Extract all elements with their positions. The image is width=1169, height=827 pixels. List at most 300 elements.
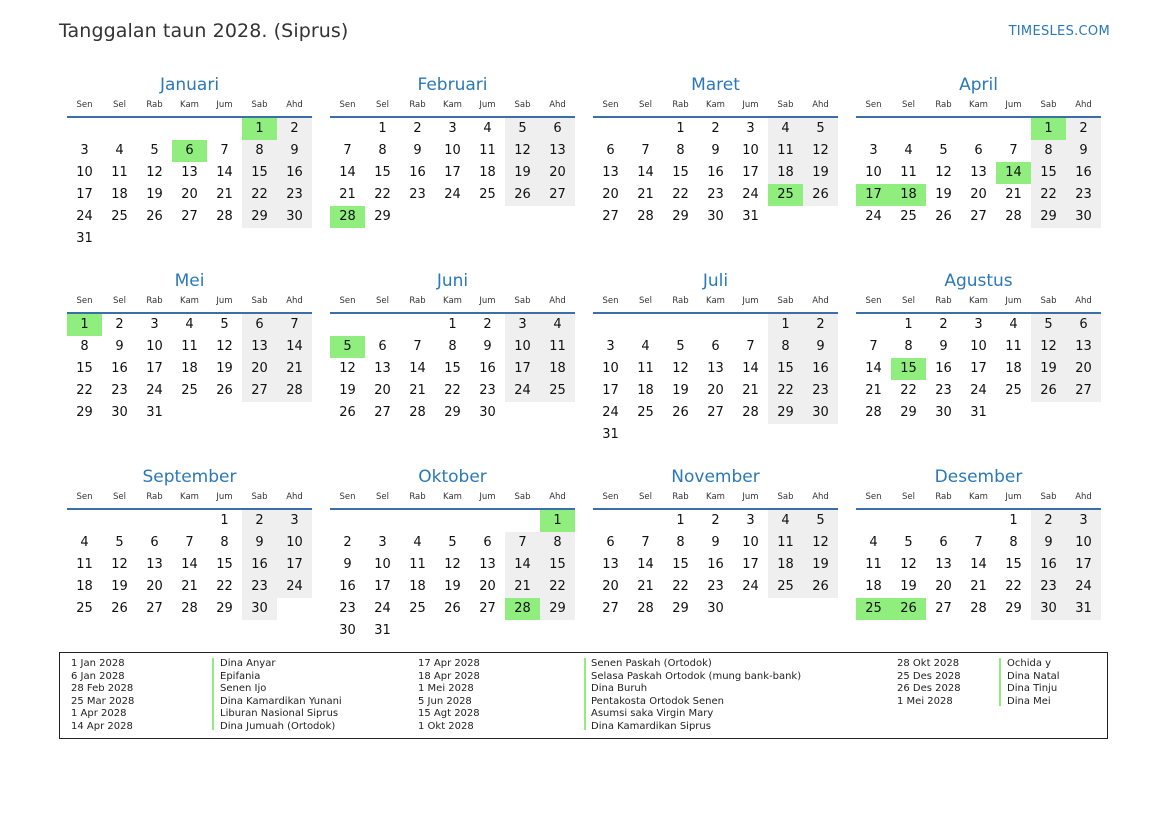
- weekday-label: Jum: [742, 100, 759, 110]
- month-juni: [330, 270, 575, 466]
- holiday-day-cell: 5: [330, 336, 365, 358]
- day-cell: 18: [1005, 361, 1022, 376]
- weekday-label: Sab: [777, 296, 794, 306]
- day-cell: 6: [711, 339, 720, 354]
- day-cell: 4: [768, 510, 803, 532]
- weekday-label: Rab: [935, 296, 952, 306]
- day-cell: 24: [277, 576, 312, 598]
- day-cell: 23: [277, 184, 312, 206]
- days-grid: [67, 314, 312, 424]
- holiday-names-col-1: [220, 658, 342, 734]
- day-cell: 18: [865, 579, 882, 594]
- day-cell: 11: [479, 143, 496, 158]
- day-cell: 24: [505, 380, 540, 402]
- holiday-date: 15 Agt 2028: [418, 708, 480, 720]
- weekday-label: Ahd: [812, 492, 829, 502]
- holiday-day-cell: 1: [540, 510, 575, 532]
- weekday-label: Rab: [672, 296, 689, 306]
- day-cell: 12: [803, 532, 838, 554]
- day-cell: 30: [707, 601, 724, 616]
- holiday-marker-bar-3: [999, 658, 1001, 706]
- weekday-label: Sen: [339, 296, 356, 306]
- weekday-header: [67, 490, 312, 504]
- day-cell: 9: [803, 336, 838, 358]
- holiday-day-cell: 28: [505, 598, 540, 620]
- empty-cell: [733, 314, 768, 336]
- day-cell: 18: [540, 358, 575, 380]
- empty-cell: [330, 510, 365, 532]
- holiday-date: 1 Mei 2028: [418, 683, 474, 695]
- holiday-name: Dina Kamardikan Yunani: [220, 695, 342, 707]
- day-cell: 25: [637, 405, 654, 420]
- day-cell: 24: [146, 383, 163, 398]
- day-cell: 30: [707, 209, 724, 224]
- weekday-label: Kam: [969, 100, 988, 110]
- weekday-header: [67, 294, 312, 308]
- day-cell: 14: [970, 557, 987, 572]
- day-cell: 28: [637, 209, 654, 224]
- weekday-label: Jum: [479, 492, 496, 502]
- holiday-date: 28 Feb 2028: [71, 683, 134, 695]
- weekday-label: Jum: [216, 296, 233, 306]
- days-grid: [593, 118, 838, 228]
- day-cell: 17: [146, 361, 163, 376]
- day-cell: 11: [900, 165, 917, 180]
- day-cell: 16: [242, 554, 277, 576]
- day-cell: 10: [865, 165, 882, 180]
- empty-cell: [856, 314, 891, 336]
- day-cell: 3: [974, 317, 983, 332]
- days-grid: [67, 510, 312, 620]
- day-cell: 12: [1031, 336, 1066, 358]
- weekday-label: Sen: [865, 492, 882, 502]
- day-cell: 22: [216, 579, 233, 594]
- day-cell: 28: [637, 601, 654, 616]
- month-name: Januari: [159, 75, 220, 95]
- day-cell: 3: [606, 339, 615, 354]
- empty-cell: [856, 118, 891, 140]
- day-cell: 13: [970, 165, 987, 180]
- day-cell: 18: [111, 187, 128, 202]
- day-cell: 10: [602, 361, 619, 376]
- day-cell: 25: [1005, 383, 1022, 398]
- day-cell: 20: [146, 579, 163, 594]
- holiday-name: Selasa Paskah Ortodok (mung bank-bank): [591, 670, 802, 682]
- day-cell: 15: [374, 165, 391, 180]
- day-cell: 10: [374, 557, 391, 572]
- weekday-label: Rab: [146, 100, 163, 110]
- day-cell: 8: [1009, 535, 1018, 550]
- day-cell: 8: [220, 535, 229, 550]
- holiday-date: 28 Okt 2028: [897, 658, 960, 669]
- weekday-header: [856, 490, 1101, 504]
- empty-cell: [891, 510, 926, 532]
- day-cell: 18: [181, 361, 198, 376]
- weekday-label: Rab: [409, 296, 426, 306]
- day-cell: 13: [602, 557, 619, 572]
- weekday-label: Jum: [479, 296, 496, 306]
- day-cell: 17: [742, 165, 759, 180]
- day-cell: 17: [970, 361, 987, 376]
- day-cell: 9: [711, 535, 720, 550]
- holiday-name: Dina Jumuah (Ortodok): [220, 720, 336, 732]
- month-september: [67, 466, 312, 662]
- weekday-label: Ahd: [812, 296, 829, 306]
- day-cell: 12: [111, 557, 128, 572]
- day-cell: 9: [1031, 532, 1066, 554]
- day-cell: 23: [707, 187, 724, 202]
- day-cell: 6: [378, 339, 387, 354]
- day-cell: 30: [111, 405, 128, 420]
- day-cell: 26: [111, 601, 128, 616]
- weekday-label: Sab: [1040, 296, 1057, 306]
- day-cell: 1: [676, 513, 685, 528]
- month-juli: [593, 270, 838, 466]
- day-cell: 24: [76, 209, 93, 224]
- day-cell: 2: [277, 118, 312, 140]
- day-cell: 1: [378, 121, 387, 136]
- weekday-label: Jum: [479, 100, 496, 110]
- day-cell: 21: [277, 358, 312, 380]
- day-cell: 17: [1066, 554, 1101, 576]
- day-cell: 24: [1066, 576, 1101, 598]
- day-cell: 27: [1066, 380, 1101, 402]
- day-cell: 9: [242, 532, 277, 554]
- day-cell: 14: [637, 165, 654, 180]
- holiday-name: Dina Tinju: [1007, 683, 1058, 695]
- day-cell: 9: [115, 339, 124, 354]
- month-desember: [856, 466, 1101, 662]
- day-cell: 6: [606, 143, 615, 158]
- day-cell: 1: [904, 317, 913, 332]
- month-name: Maret: [691, 75, 740, 95]
- weekday-label: Rab: [672, 492, 689, 502]
- day-cell: 16: [707, 165, 724, 180]
- weekday-label: Kam: [180, 296, 199, 306]
- month-april: [856, 74, 1101, 270]
- weekday-label: Sel: [902, 100, 915, 110]
- empty-cell: [102, 510, 137, 532]
- day-cell: 11: [768, 532, 803, 554]
- day-cell: 11: [865, 557, 882, 572]
- empty-cell: [628, 314, 663, 336]
- day-cell: 18: [479, 165, 496, 180]
- empty-cell: [961, 510, 996, 532]
- weekday-label: Sab: [251, 100, 268, 110]
- holiday-dates-col-2: [418, 658, 480, 734]
- weekday-label: Sab: [251, 296, 268, 306]
- day-cell: 26: [935, 209, 952, 224]
- day-cell: 5: [803, 118, 838, 140]
- day-cell: 14: [409, 361, 426, 376]
- day-cell: 27: [602, 209, 619, 224]
- day-cell: 22: [1031, 184, 1066, 206]
- day-cell: 2: [803, 314, 838, 336]
- day-cell: 14: [277, 336, 312, 358]
- day-cell: 22: [76, 383, 93, 398]
- day-cell: 21: [637, 579, 654, 594]
- holiday-name: Pentakosta Ortodok Senen: [591, 695, 724, 707]
- holiday-day-cell: 17: [856, 184, 891, 206]
- holiday-name: Dina Buruh: [591, 683, 648, 695]
- holiday-name: Dina Natal: [1007, 670, 1060, 682]
- day-cell: 13: [181, 165, 198, 180]
- day-cell: 30: [803, 402, 838, 424]
- day-cell: 29: [242, 206, 277, 228]
- day-cell: 23: [1031, 576, 1066, 598]
- day-cell: 29: [900, 405, 917, 420]
- day-cell: 20: [935, 579, 952, 594]
- day-cell: 26: [505, 184, 540, 206]
- holiday-names-col-2: [591, 658, 801, 734]
- day-cell: 28: [181, 601, 198, 616]
- day-cell: 13: [374, 361, 391, 376]
- day-cell: 20: [1066, 358, 1101, 380]
- day-cell: 20: [707, 383, 724, 398]
- weekday-label: Jum: [1005, 492, 1022, 502]
- day-cell: 25: [768, 576, 803, 598]
- day-cell: 19: [111, 579, 128, 594]
- day-cell: 2: [242, 510, 277, 532]
- month-januari: [67, 74, 312, 270]
- day-cell: 28: [1005, 209, 1022, 224]
- day-cell: 17: [277, 554, 312, 576]
- day-cell: 30: [935, 405, 952, 420]
- day-cell: 16: [277, 162, 312, 184]
- weekday-label: Sel: [113, 100, 126, 110]
- empty-cell: [400, 510, 435, 532]
- month-name: Februari: [417, 75, 488, 95]
- day-cell: 11: [1005, 339, 1022, 354]
- day-cell: 24: [970, 383, 987, 398]
- empty-cell: [593, 510, 628, 532]
- day-cell: 1: [676, 121, 685, 136]
- day-cell: 27: [602, 601, 619, 616]
- day-cell: 8: [904, 339, 913, 354]
- day-cell: 10: [742, 535, 759, 550]
- day-cell: 20: [242, 358, 277, 380]
- day-cell: 3: [80, 143, 89, 158]
- weekday-label: Kam: [969, 296, 988, 306]
- day-cell: 4: [768, 118, 803, 140]
- weekday-label: Sel: [376, 100, 389, 110]
- day-cell: 25: [900, 209, 917, 224]
- day-cell: 4: [540, 314, 575, 336]
- day-cell: 28: [216, 209, 233, 224]
- day-cell: 28: [970, 601, 987, 616]
- day-cell: 27: [707, 405, 724, 420]
- day-cell: 25: [76, 601, 93, 616]
- empty-cell: [505, 510, 540, 532]
- day-cell: 3: [277, 510, 312, 532]
- weekday-label: Ahd: [286, 296, 303, 306]
- day-cell: 10: [76, 165, 93, 180]
- weekday-label: Kam: [443, 296, 462, 306]
- day-cell: 1: [1009, 513, 1018, 528]
- weekday-label: Sen: [865, 100, 882, 110]
- empty-cell: [330, 314, 365, 336]
- days-grid: [67, 118, 312, 250]
- day-cell: 19: [505, 162, 540, 184]
- month-name: November: [671, 467, 760, 487]
- day-cell: 27: [935, 601, 952, 616]
- day-cell: 24: [444, 187, 461, 202]
- weekday-label: Sel: [902, 492, 915, 502]
- day-cell: 20: [374, 383, 391, 398]
- month-name: Juni: [436, 271, 469, 291]
- weekday-label: Sab: [777, 492, 794, 502]
- day-cell: 10: [277, 532, 312, 554]
- day-cell: 28: [409, 405, 426, 420]
- month-name: April: [959, 75, 998, 95]
- day-cell: 6: [540, 118, 575, 140]
- day-cell: 9: [939, 339, 948, 354]
- day-cell: 1: [768, 314, 803, 336]
- holiday-name: Dina Anyar: [220, 658, 276, 669]
- day-cell: 26: [444, 601, 461, 616]
- day-cell: 23: [111, 383, 128, 398]
- day-cell: 22: [672, 187, 689, 202]
- day-cell: 15: [76, 361, 93, 376]
- day-cell: 20: [479, 579, 496, 594]
- day-cell: 4: [641, 339, 650, 354]
- holiday-name: Epifania: [220, 670, 261, 682]
- empty-cell: [593, 118, 628, 140]
- day-cell: 8: [242, 140, 277, 162]
- empty-cell: [961, 118, 996, 140]
- day-cell: 4: [413, 535, 422, 550]
- weekday-header: [593, 98, 838, 112]
- holiday-name: Senen Ijo: [220, 683, 267, 695]
- day-cell: 7: [413, 339, 422, 354]
- day-cell: 7: [974, 535, 983, 550]
- site-link[interactable]: TIMESLES.COM: [1008, 24, 1110, 39]
- holiday-marker-bar-1: [212, 658, 214, 730]
- holiday-day-cell: 1: [1031, 118, 1066, 140]
- weekday-header: [593, 490, 838, 504]
- month-name: Juli: [702, 271, 729, 291]
- day-cell: 22: [444, 383, 461, 398]
- month-agustus: [856, 270, 1101, 466]
- calendar-grid: [67, 74, 1102, 662]
- day-cell: 5: [115, 535, 124, 550]
- days-grid: [593, 314, 838, 446]
- day-cell: 31: [742, 209, 759, 224]
- day-cell: 17: [505, 358, 540, 380]
- holiday-day-cell: 26: [891, 598, 926, 620]
- holiday-name: Liburan Nasional Siprus: [220, 708, 339, 720]
- day-cell: 18: [768, 554, 803, 576]
- weekday-label: Rab: [935, 100, 952, 110]
- empty-cell: [207, 118, 242, 140]
- day-cell: 17: [76, 187, 93, 202]
- month-mei: [67, 270, 312, 466]
- day-cell: 21: [505, 576, 540, 598]
- weekday-label: Kam: [443, 100, 462, 110]
- weekday-label: Jum: [216, 492, 233, 502]
- day-cell: 26: [672, 405, 689, 420]
- weekday-label: Sel: [902, 296, 915, 306]
- holiday-date: 1 Apr 2028: [71, 708, 127, 720]
- day-cell: 17: [742, 557, 759, 572]
- day-cell: 2: [939, 317, 948, 332]
- day-cell: 9: [413, 143, 422, 158]
- day-cell: 24: [865, 209, 882, 224]
- month-name: Oktober: [418, 467, 487, 487]
- day-cell: 24: [742, 187, 759, 202]
- day-cell: 27: [479, 601, 496, 616]
- day-cell: 22: [900, 383, 917, 398]
- days-grid: [593, 510, 838, 620]
- day-cell: 31: [146, 405, 163, 420]
- day-cell: 30: [1031, 598, 1066, 620]
- empty-cell: [172, 510, 207, 532]
- day-cell: 29: [444, 405, 461, 420]
- weekday-label: Kam: [706, 296, 725, 306]
- empty-cell: [698, 314, 733, 336]
- holiday-day-cell: 1: [67, 314, 102, 336]
- weekday-label: Sel: [376, 296, 389, 306]
- day-cell: 16: [935, 361, 952, 376]
- month-februari: [330, 74, 575, 270]
- holiday-marker-bar-2: [584, 658, 586, 730]
- holiday-day-cell: 28: [330, 206, 365, 228]
- weekday-header: [593, 294, 838, 308]
- day-cell: 17: [374, 579, 391, 594]
- weekday-label: Rab: [146, 296, 163, 306]
- weekday-label: Ahd: [549, 100, 566, 110]
- day-cell: 8: [448, 339, 457, 354]
- day-cell: 8: [768, 336, 803, 358]
- day-cell: 10: [146, 339, 163, 354]
- day-cell: 22: [1005, 579, 1022, 594]
- day-cell: 6: [974, 143, 983, 158]
- day-cell: 3: [150, 317, 159, 332]
- day-cell: 7: [185, 535, 194, 550]
- days-grid: [330, 118, 575, 228]
- weekday-label: Ahd: [286, 492, 303, 502]
- weekday-label: Sen: [76, 296, 93, 306]
- day-cell: 24: [602, 405, 619, 420]
- day-cell: 23: [803, 380, 838, 402]
- day-cell: 31: [602, 427, 619, 442]
- day-cell: 30: [242, 598, 277, 620]
- weekday-header: [856, 294, 1101, 308]
- day-cell: 9: [343, 557, 352, 572]
- day-cell: 24: [742, 579, 759, 594]
- day-cell: 2: [115, 317, 124, 332]
- day-cell: 14: [339, 165, 356, 180]
- weekday-label: Kam: [180, 492, 199, 502]
- weekday-header: [330, 98, 575, 112]
- day-cell: 30: [479, 405, 496, 420]
- day-cell: 22: [540, 576, 575, 598]
- day-cell: 26: [146, 209, 163, 224]
- day-cell: 5: [150, 143, 159, 158]
- holiday-day-cell: 14: [996, 162, 1031, 184]
- day-cell: 4: [185, 317, 194, 332]
- day-cell: 10: [444, 143, 461, 158]
- day-cell: 7: [641, 143, 650, 158]
- weekday-label: Sab: [514, 296, 531, 306]
- day-cell: 10: [505, 336, 540, 358]
- day-cell: 11: [181, 339, 198, 354]
- day-cell: 12: [339, 361, 356, 376]
- empty-cell: [663, 314, 698, 336]
- empty-cell: [365, 314, 400, 336]
- day-cell: 15: [1031, 162, 1066, 184]
- month-name: Agustus: [944, 271, 1013, 291]
